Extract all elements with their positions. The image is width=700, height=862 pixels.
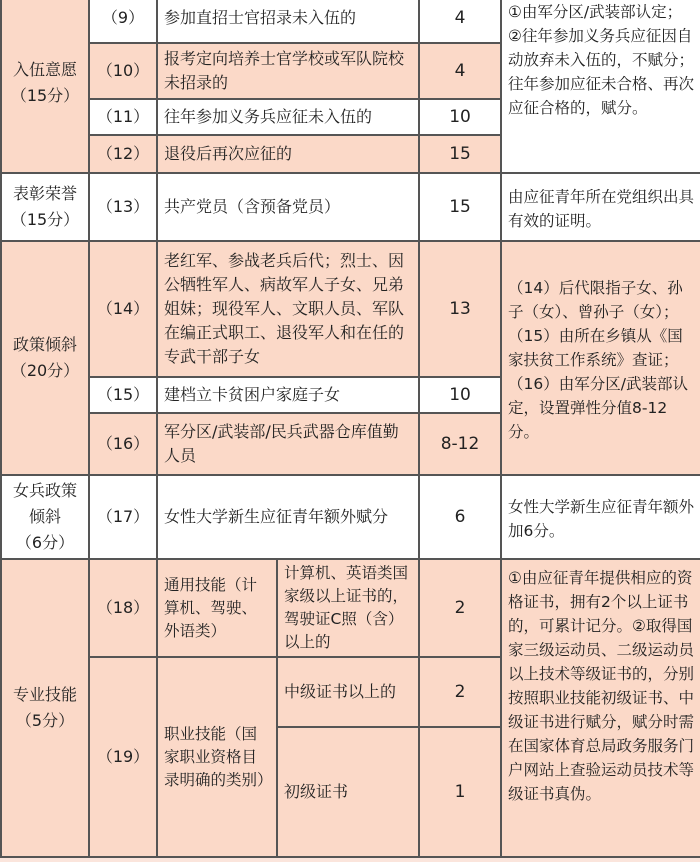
- category-honors: [1, 173, 89, 241]
- item-score: 6: [419, 475, 501, 559]
- item-score: 15: [419, 135, 501, 173]
- category-name: 表彰荣誉: [12, 184, 77, 203]
- item-description: 退役后再次应征的: [157, 135, 419, 173]
- category-female: [1, 475, 89, 559]
- category-skills: [1, 559, 89, 857]
- item-score: 4: [419, 43, 501, 99]
- category-points: （5分）: [15, 711, 75, 730]
- category-name: 女兵政策倾斜: [12, 481, 77, 526]
- item-description: 共产党员（含预备党员）: [157, 173, 419, 241]
- item-number: （16）: [89, 413, 157, 475]
- item-subcondition: 中级证书以上的: [277, 657, 419, 727]
- note-policy: （14）后代限指子女、孙子（女）、曾孙子（女）；（15）由所在乡镇从《国家扶贫工作系统》查证；（16）由军分区/武装部认定，设置弹性分值8-12分。: [501, 241, 700, 475]
- item-number: （9）: [89, 0, 157, 43]
- table-row: [1, 0, 700, 43]
- item-number: （14）: [89, 241, 157, 377]
- item-description: 女性大学新生应征青年额外赋分: [157, 475, 419, 559]
- item-number: （18）: [89, 559, 157, 657]
- item-score: 1: [419, 727, 501, 857]
- category-points: （20分）: [10, 361, 80, 380]
- item-score: 4: [419, 0, 501, 43]
- item-subcondition: 初级证书: [277, 727, 419, 857]
- item-description: 建档立卡贫困户家庭子女: [157, 377, 419, 413]
- category-name: 入伍意愿: [12, 60, 77, 79]
- category-enlist: [1, 0, 89, 173]
- item-description: 通用技能（计算机、驾驶、外语类）: [157, 559, 277, 657]
- table-row: [1, 559, 700, 657]
- note-skills: ①由应征青年提供相应的资格证书，拥有2个以上证书的，可累计记分。②取得国家三级运动员、二级运动员以上技术等级证书的，分别按照职业技能初级证书、中级证书进行赋分，赋分时需在国家体育总局政务服务门户网站上查验运动员技术等级证书真伪。: [501, 559, 700, 857]
- item-number: （13）: [89, 173, 157, 241]
- category-points: （15分）: [10, 86, 80, 105]
- note-enlist: ①由军分区/武装部认定；②往年参加义务兵应征因自动放弃未入伍的，不赋分；往年参加应征未合格、再次应征合格的，赋分。: [501, 0, 700, 173]
- table-row: [1, 475, 700, 559]
- item-score: 2: [419, 657, 501, 727]
- item-score: 2: [419, 559, 501, 657]
- item-score: 10: [419, 377, 501, 413]
- category-points: （15分）: [10, 210, 80, 229]
- item-score: 13: [419, 241, 501, 377]
- category-policy: [1, 241, 89, 475]
- table-row: [1, 173, 700, 241]
- note-female: 女性大学新生应征青年额外加6分。: [501, 475, 700, 559]
- item-number: （11）: [89, 99, 157, 135]
- item-description: 职业技能（国家职业资格目录明确的类别）: [157, 657, 277, 857]
- item-description: 军分区/武装部/民兵武器仓库值勤人员: [157, 413, 419, 475]
- item-score: 8-12: [419, 413, 501, 475]
- item-description: 参加直招士官招录未入伍的: [157, 0, 419, 43]
- category-name: 政策倾斜: [12, 335, 77, 354]
- item-description: 往年参加义务兵应征未入伍的: [157, 99, 419, 135]
- item-score: 10: [419, 99, 501, 135]
- item-number: （15）: [89, 377, 157, 413]
- item-number: （12）: [89, 135, 157, 173]
- item-number: （17）: [89, 475, 157, 559]
- note-honors: 由应征青年所在党组织出具有效的证明。: [501, 173, 700, 241]
- category-points: （6分）: [15, 533, 75, 552]
- item-description: 老红军、参战老兵后代；烈士、因公牺牲军人、病故军人子女、兄弟姐妹；现役军人、文职人员、军队在编正式职工、退役军人和在任的专武干部子女: [157, 241, 419, 377]
- item-number: （19）: [89, 657, 157, 857]
- item-number: （10）: [89, 43, 157, 99]
- category-name: 专业技能: [12, 685, 77, 704]
- item-description: 报考定向培养士官学校或军队院校未招录的: [157, 43, 419, 99]
- item-subcondition: 计算机、英语类国家级以上证书的，驾驶证C照（含）以上的: [277, 559, 419, 657]
- table-row: [1, 241, 700, 377]
- item-score: 15: [419, 173, 501, 241]
